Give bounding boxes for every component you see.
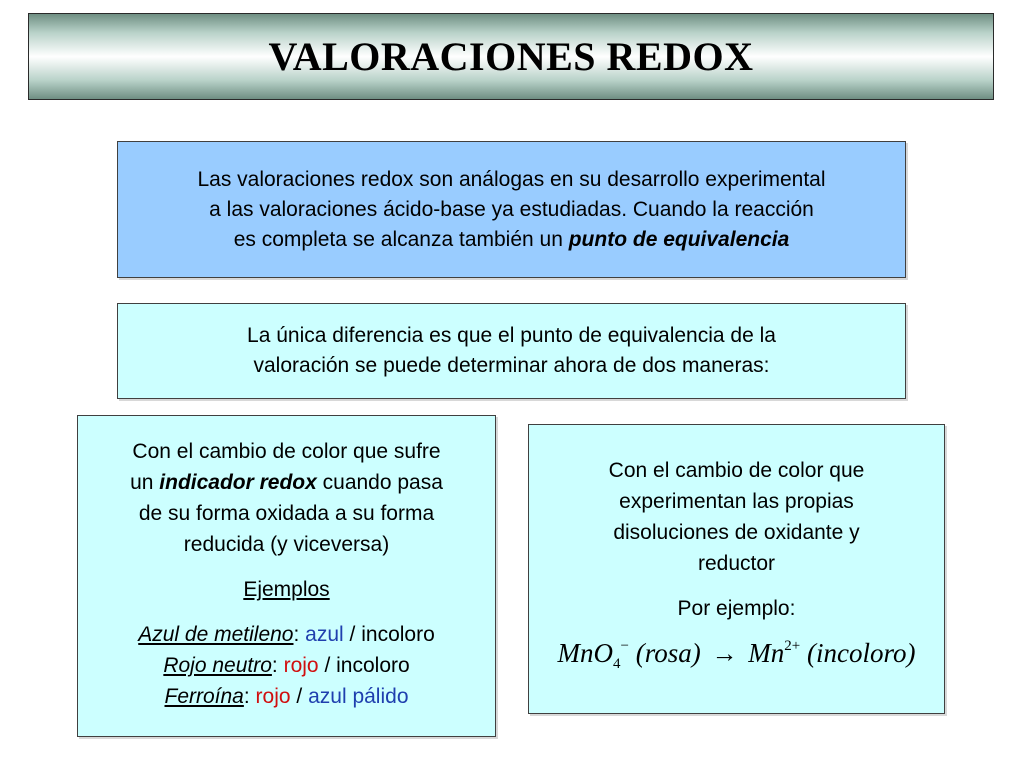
spacer — [529, 579, 944, 593]
product-color: (incoloro) — [806, 638, 916, 668]
example-row — [78, 650, 495, 681]
spacer — [78, 560, 495, 574]
example-separator: : — [271, 654, 284, 677]
indicator-line-2 — [78, 467, 495, 498]
solutions-line-3: disoluciones de oxidante y — [613, 521, 860, 544]
example-label: Por ejemplo: — [677, 597, 796, 620]
permanganate-reduction-formula — [529, 628, 944, 682]
product-charge: 2+ — [784, 638, 801, 654]
intro-line-3-text: es completa se alcanza también un — [233, 227, 569, 251]
intro-line-3 — [118, 225, 905, 255]
solutions-line-2: experimentan las propias — [619, 490, 854, 513]
oxidized-color: rojo — [255, 685, 291, 708]
reduced-color: incoloro — [361, 623, 435, 646]
spacer — [78, 605, 495, 619]
reduced-color: incoloro — [336, 654, 410, 677]
equivalence-point-term: punto de equivalencia — [568, 227, 790, 251]
difference-box — [117, 303, 906, 399]
title-banner — [28, 13, 994, 100]
redox-indicator-term: indicador redox — [159, 471, 317, 494]
reaction-arrow-icon: → — [711, 639, 738, 668]
page-title: VALORACIONES REDOX — [268, 34, 754, 79]
indicator-line-3: de su forma oxidada a su forma — [138, 502, 435, 525]
reduced-color: azul pálido — [308, 685, 409, 708]
example-slash: / — [343, 623, 362, 646]
reactant-color: (rosa) — [635, 638, 701, 668]
reactant-charge: − — [620, 638, 629, 654]
oxidized-color: azul — [305, 623, 344, 646]
intro-line-2: a las valoraciones ácido-base ya estudiadas. Cuando la reacción — [209, 197, 814, 221]
difference-line-1: La única diferencia es que el punto de equivalencia de la — [247, 324, 776, 347]
example-slash: / — [290, 685, 309, 708]
reactant-subscript: 4 — [613, 656, 621, 672]
example-separator: : — [293, 623, 306, 646]
difference-line-2: valoración se puede determinar ahora de dos maneras: — [253, 354, 770, 377]
example-row — [78, 681, 495, 712]
solutions-line-4: reductor — [697, 552, 776, 575]
indicator-line-1: Con el cambio de color que sufre — [132, 440, 441, 463]
solutions-line-1: Con el cambio de color que — [608, 459, 865, 482]
intro-line-1: Las valoraciones redox son análogas en su desarrollo experimental — [197, 167, 826, 191]
example-row — [78, 619, 495, 650]
example-separator: : — [243, 685, 256, 708]
indicator-name: Ferroína — [164, 685, 244, 708]
solution-color-method-box — [528, 424, 945, 714]
indicator-name: Rojo neutro — [163, 654, 272, 677]
indicator-line-2-post: cuando pasa — [316, 471, 443, 494]
indicator-name: Azul de metileno — [138, 623, 294, 646]
indicator-line-4: reducida (y viceversa) — [183, 533, 390, 556]
indicator-method-box — [77, 415, 496, 737]
reactant-species: MnO — [557, 638, 614, 668]
example-slash: / — [318, 654, 337, 677]
intro-box — [117, 141, 906, 278]
indicator-line-2-pre: un — [130, 471, 160, 494]
examples-heading: Ejemplos — [243, 578, 330, 601]
oxidized-color: rojo — [283, 654, 319, 677]
product-species: Mn — [748, 638, 785, 668]
